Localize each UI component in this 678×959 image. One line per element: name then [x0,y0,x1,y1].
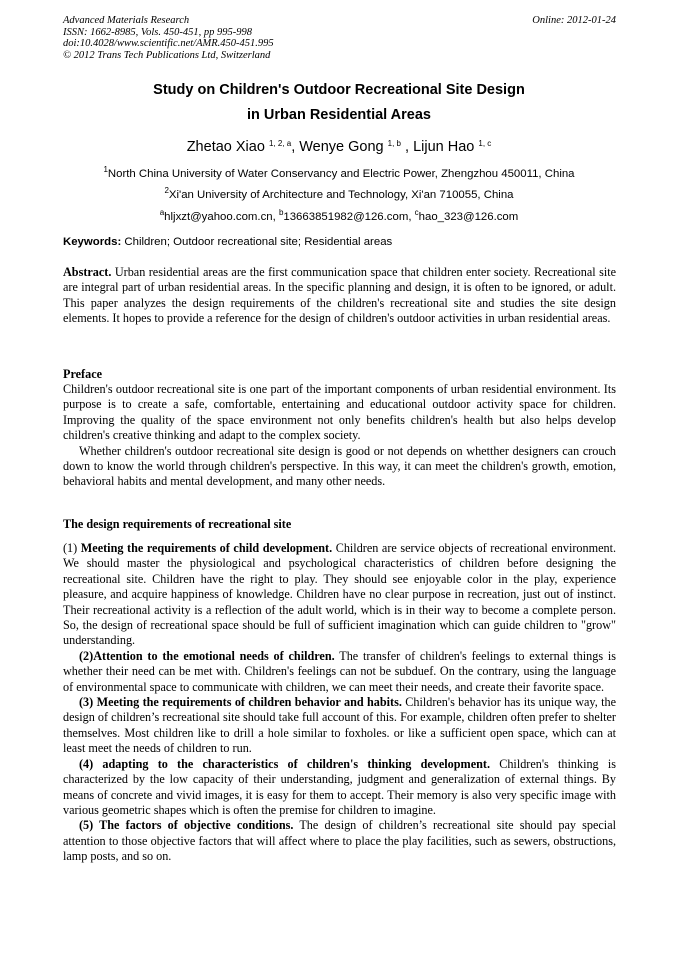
author-affil-mark: 1, b [387,139,401,148]
requirement-text: The design of children’s recreational site should pay special attention to those objective factors that will affect where to place the play facilities, such as sewers, obstructions, lamp posts, and so on. [63,818,616,864]
issn-line: ISSN: 1662-8985, Vols. 450-451, pp 995-998 [63,26,252,38]
requirement-title: (2)Attention to the emotional needs of children. [79,648,335,663]
requirement-text: Children's behavior has its unique way, the design of children’s recreational site should take full account of this. For example, children often prefer to shelter themselves. Most children like to drill a hole similar to foxholes. or like a sufficient open space, which can at least meet the needs of children to run. [63,695,616,756]
copyright-line: © 2012 Trans Tech Publications Ltd, Switzerland [63,49,271,61]
affiliation-mark: 1 [103,165,108,174]
keywords-label: Keywords: [63,236,122,248]
requirement-paragraph [63,695,616,757]
requirement-title: (5) The factors of objective conditions. [79,818,294,833]
email-text: hljxzt@yahoo.com.cn, [164,211,279,223]
requirement-paragraph [63,757,616,819]
email-mark: c [414,208,419,217]
requirement-paragraph [63,818,616,864]
requirement-title: (3) Meeting the requirements of children behavior and habits. [79,695,402,710]
author-name: Zhetao Xiao [186,139,269,155]
journal-name: Advanced Materials Research [63,15,190,26]
author-affil-mark: 1, c [478,139,492,148]
email-mark: a [159,208,165,217]
email-text: 13663851982@126.com, [283,211,415,223]
abstract-paragraph [63,265,616,327]
paper-title-line-2: in Urban Residential Areas [247,107,431,123]
email-mark: b [278,208,284,217]
affiliation-1 [40,165,638,180]
author-emails [40,208,638,223]
journal-header [63,15,616,61]
requirement-title: Meeting the requirements of child development. [80,541,333,555]
email-text: hao_323@126.com [418,211,519,223]
affiliation-text: North China University of Water Conservancy and Electric Power, Zhengzhou 450011, China [107,168,575,180]
preface-heading: Preface [63,367,103,381]
abstract-text: Urban residential areas are the first communication space that children enter society. Recreational site are integral part of urban residential areas. In the specific planning and design, it is often to be ignored, or adult. This paper analyzes the design requirements of the children's recreational site and studies the site design elements. It hopes to provide a reference for the design of children's outdoor activities in urban residential areas. [63,265,616,326]
requirement-title: (4) adapting to the characteristics of children's thinking development. [79,756,490,771]
design-requirements-heading: The design requirements of recreational site [63,517,292,531]
design-requirements-section [63,541,616,865]
affiliation-2 [40,186,638,201]
author-list [60,139,618,155]
keywords-text: Children; Outdoor recreational site; Residential areas [121,236,393,248]
requirement-paragraph [63,541,616,649]
author-name: , Lijun Hao [400,139,479,155]
requirement-text: The transfer of children's feelings to external things is whether their need can be met with. Children's feelings can not be subduef. On the contrary, using the language of environmental space to communicate with children, we can meet their needs, and create their favorite space. [63,648,616,694]
requirement-prefix: (1) [63,541,81,555]
abstract-label: Abstract. [63,265,112,279]
author-affil-mark: 1, 2, a [268,139,292,148]
paper-title-line-1: Study on Children's Outdoor Recreational Site Design [153,82,525,98]
requirement-paragraph [63,649,616,695]
doi-line: doi:10.4028/www.scientific.net/AMR.450-451.995 [63,38,274,49]
author-name: , Wenye Gong [291,139,388,155]
keywords-line [63,236,616,248]
requirement-text: Children's thinking is characterized by the low capacity of their understanding, judgment and generalization of external things. By means of concrete and vivid images, it is easy for them to accept. Their memory is also very specific image with various geometric shapes which is often the premise for children to imagine. [63,756,616,817]
preface-paragraph-1: Children's outdoor recreational site is one part of the important components of urban residential environment. Its purpose is to create a safe, comfortable, entertaining and educational outdoor activity space for children. Improving the quality of the space environment not only benefits children's health but also helps develop children's creative thinking and adapt to the complex society. [63,382,616,443]
preface-paragraph-2: Whether children's outdoor recreational site design is good or not depends on whetther designers can crouch down to know the world through children's perspective. In this way, it can meet the children's growth, emotion, behavioral habits and mental development, and many other needs. [63,443,616,489]
requirement-text: Children are service objects of recreational environment. We should master the physiological and psychological characteristics of children before designing the recreational site. Children have the right to play. They should see enjoyable color in the play, experience pleasure, and acquire happiness of knowledge. Children have no clear purpose in recreation, just out of instinct. Their recreational activity is a reflection of the adult world, which is in their way to become a complete person. So, the design of recreational space should be full of sufficient imagination which can guide children to "grow" understanding. [63,541,617,648]
affiliation-text: Xi'an University of Architecture and Technology, Xi'an 710055, China [168,189,514,201]
online-date: Online: 2012-01-24 [532,15,616,26]
affiliation-mark: 2 [164,186,169,195]
preface-section [63,382,616,490]
